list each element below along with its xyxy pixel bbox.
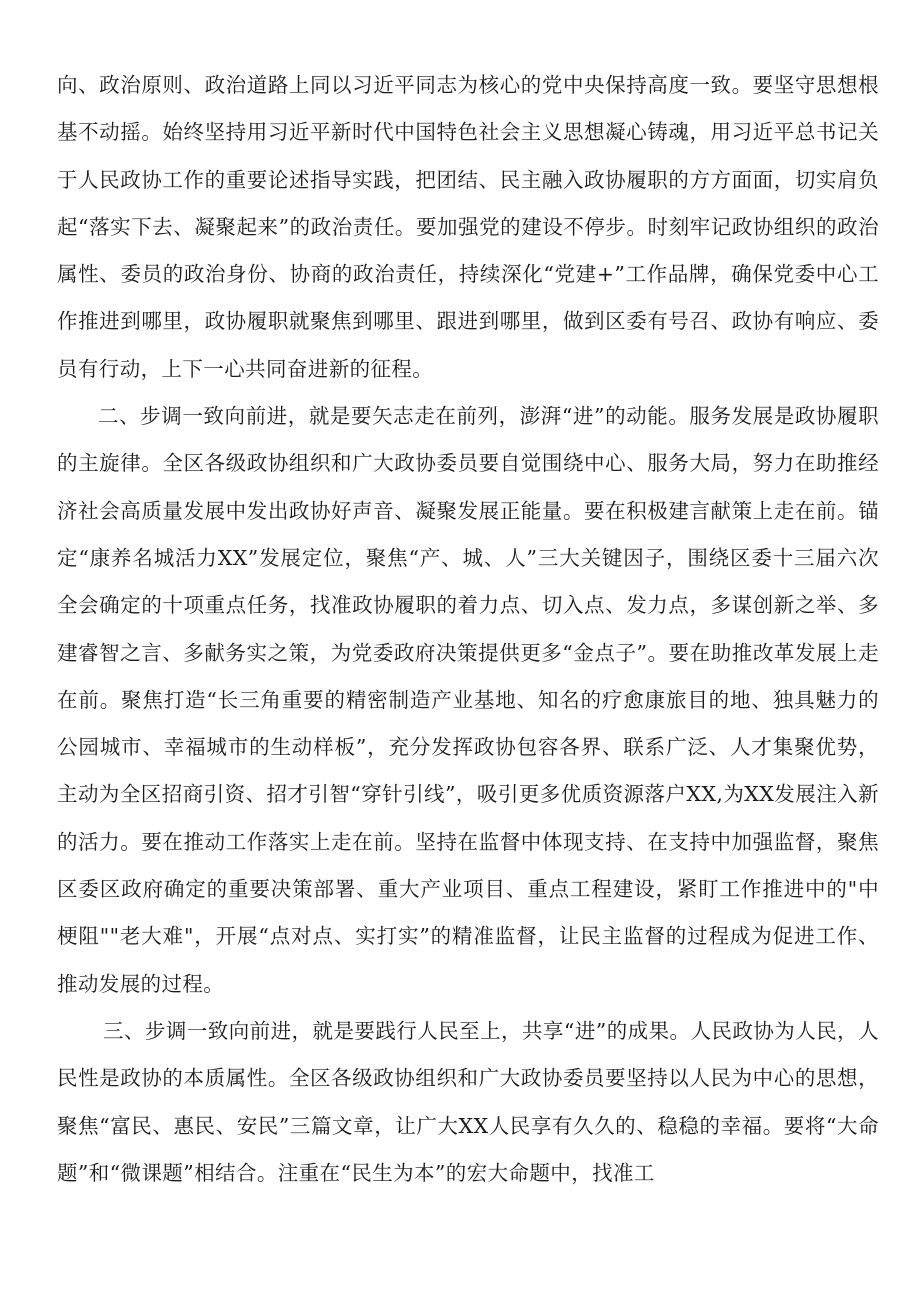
document-body: [57, 62, 879, 1197]
paragraph-section-three: 三、步调一致向前进，就是要践行人民至上，共享“进”的成果。人民政协为人民，人民性是政协的本质属性。全区各级政协组织和广大政协委员要坚持以人民为中心的思想，聚焦“富民、惠民、安民”三篇文章，让广大XX人民享有久久的、稳稳的幸福。要将“大命题”和“微课题”相结合。注重在“民生为本”的宏大命题中，找准工: [57, 1018, 879, 1185]
paragraph-continuation: 向、政治原则、政治道路上同以习近平同志为核心的党中央保持高度一致。要坚守思想根基不动摇。始终坚持用习近平新时代中国特色社会主义思想凝心铸魂，用习近平总书记关于人民政协工作的重要论述指导实践，把团结、民主融入政协履职的方方面面，切实肩负起“落实下去、凝聚起来”的政治责任。要加强党的建设不停步。时刻牢记政协组织的政治属性、委员的政治身份、协商的政治责任，持续深化“党建+”工作品牌，确保党委中心工作推进到哪里，政协履职就聚焦到哪里、跟进到哪里，做到区委有号召、政协有响应、委员有行动，上下一心共同奋进新的征程。: [57, 73, 879, 381]
paragraph-section-two: 二、步调一致向前进，就是要矢志走在前列，澎湃“进”的动能。服务发展是政协履职的主旋律。全区各级政协组织和广大政协委员要自觉围绕中心、服务大局，努力在助推经济社会高质量发展中发出政协好声音、凝聚发展正能量。要在积极建言献策上走在前。锚定“康养名城活力XX”发展定位，聚焦“产、城、人”三大关键因子，围绕区委十三届六次全会确定的十项重点任务，找准政协履职的着力点、切入点、发力点，多谋创新之举、多建睿智之言、多献务实之策，为党委政府决策提供更多“金点子”。要在助推改革发展上走在前。聚焦打造“长三角重要的精密制造产业基地、知名的疗愈康旅目的地、独具魅力的公园城市、幸福城市的生动样板”，充分发挥政协包容各界、联系广泛、人才集聚优势，主动为全区招商引资、招才引智“穿针引线”，吸引更多优质资源落户XX,为XX发展注入新的活力。要在推动工作落实上走在前。坚持在监督中体现支持、在支持中加强监督，聚焦区委区政府确定的重要决策部署、重大产业项目、重点工程建设，紧盯工作推进中的"中梗阻""老大难"，开展“点对点、实打实”的精准监督，让民主监督的过程成为促进工作、推动发展的过程。: [57, 404, 879, 996]
